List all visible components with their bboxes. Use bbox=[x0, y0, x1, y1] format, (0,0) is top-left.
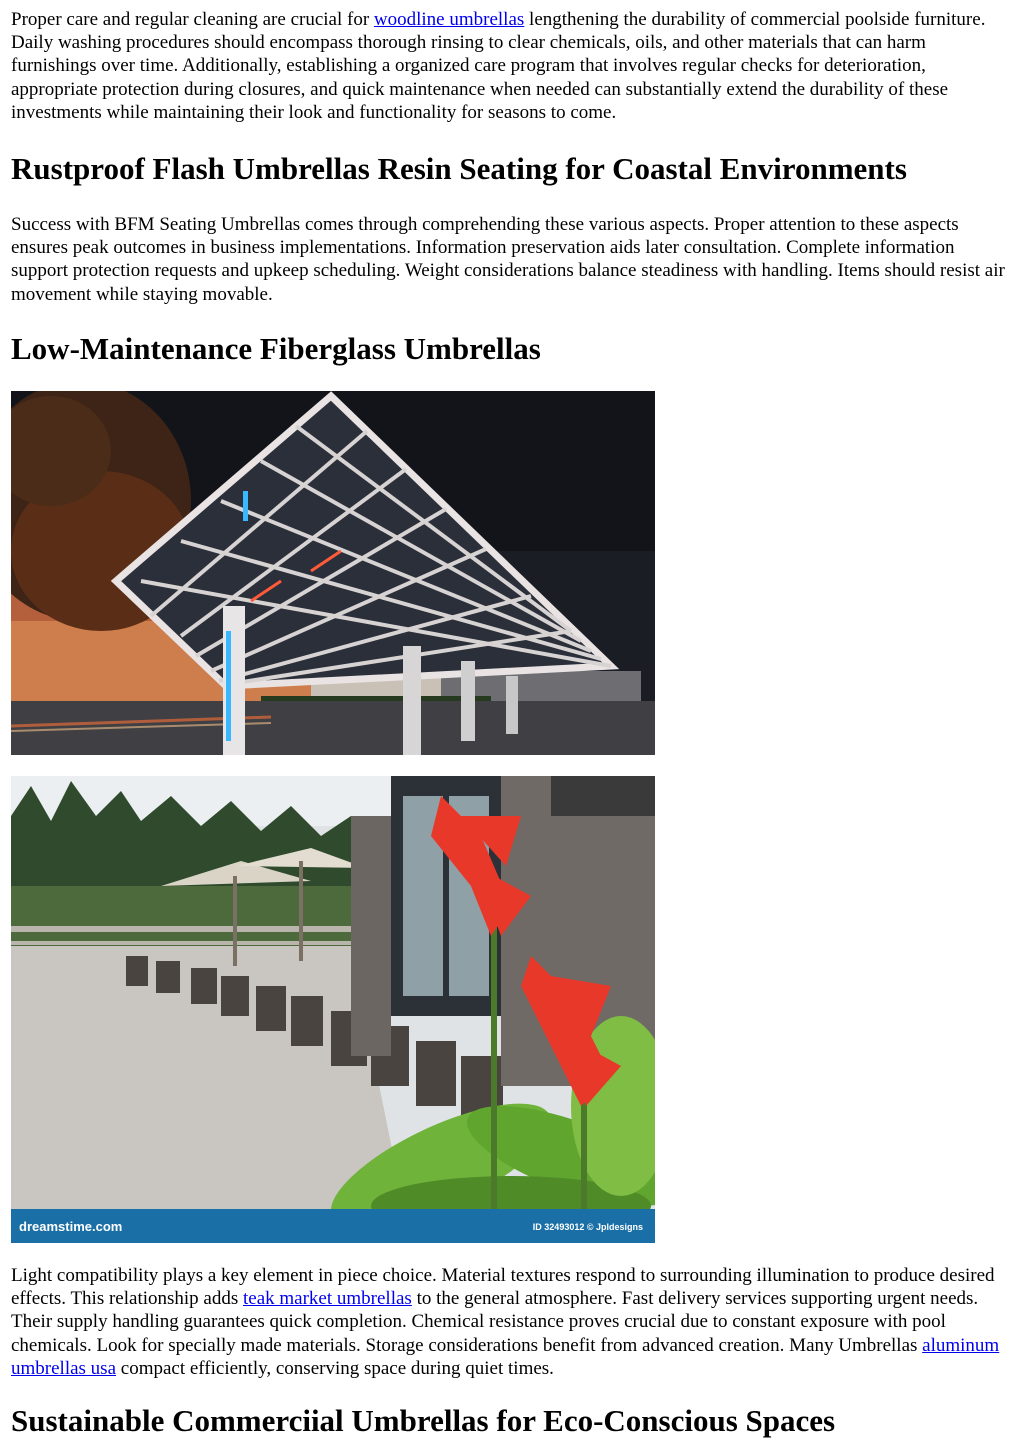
paragraph-text: Light compatibility plays a key element in piece choice. Material textures respond to surrounding illumination to produce desired effects. This relationship adds bbox=[11, 1265, 995, 1310]
dreamstime-logo-text: dreamstime.com bbox=[19, 1219, 123, 1234]
paragraph-text: lengthening the durability of commercial poolside furniture. Daily washing procedures should encompass thorough rinsing to clear chemicals, oils, and other materials that can harm furnishings over time. Additionally, establishing a organized care program that involves regular checks for deterioration, appropriate protection during closures, and quick maintenance when needed can substantially extend the durability of these investments while maintaining their look and functionality for seasons to come. bbox=[11, 9, 986, 123]
section-heading-rustproof: Rustproof Flash Umbrellas Resin Seating for Coastal Environments bbox=[11, 151, 907, 186]
success-paragraph: Success with BFM Seating Umbrellas comes through comprehending these various aspects. Proper attention to these aspects ensures peak outcomes in business implementations. Information preservation aids later consultation. Complete information support protection requests and upkeep scheduling. Weight considerations balance steadiness with handling. Items should resist air movement while staying movable. bbox=[11, 214, 1005, 305]
patio-umbrellas-photo bbox=[11, 776, 655, 1243]
solar-canopy-photo bbox=[11, 391, 655, 755]
section-heading-sustainable: Sustainable Commerciial Umbrellas for Eco-Conscious Spaces bbox=[11, 1403, 836, 1438]
teak-market-umbrellas-link[interactable]: teak market umbrellas bbox=[243, 1288, 412, 1310]
paragraph-text: to the general atmosphere. Fast delivery services supporting urgent needs. Their supply handling guarantees quick completion. Chemical resistance proves crucial due to constant exposure with pool chemicals. Look for specially made materials. Storage considerations benefit from advanced creation. Many Umbrellas bbox=[11, 1288, 979, 1356]
aluminum-umbrellas-usa-link[interactable]: aluminum umbrellas usa bbox=[11, 1334, 1000, 1379]
light-compatibility-paragraph bbox=[11, 1264, 1016, 1380]
woodline-umbrellas-link[interactable]: woodline umbrellas bbox=[373, 9, 525, 30]
intro-paragraph bbox=[11, 8, 1016, 124]
image-id-credit: ID 32493012 © Jpldesigns bbox=[532, 1222, 643, 1232]
paragraph-text: Proper care and regular cleaning are crucial for bbox=[11, 9, 374, 30]
paragraph-text: compact efficiently, conserving space during quiet times. bbox=[116, 1357, 554, 1379]
section-heading-fiberglass: Low-Maintenance Fiberglass Umbrellas bbox=[11, 331, 541, 366]
